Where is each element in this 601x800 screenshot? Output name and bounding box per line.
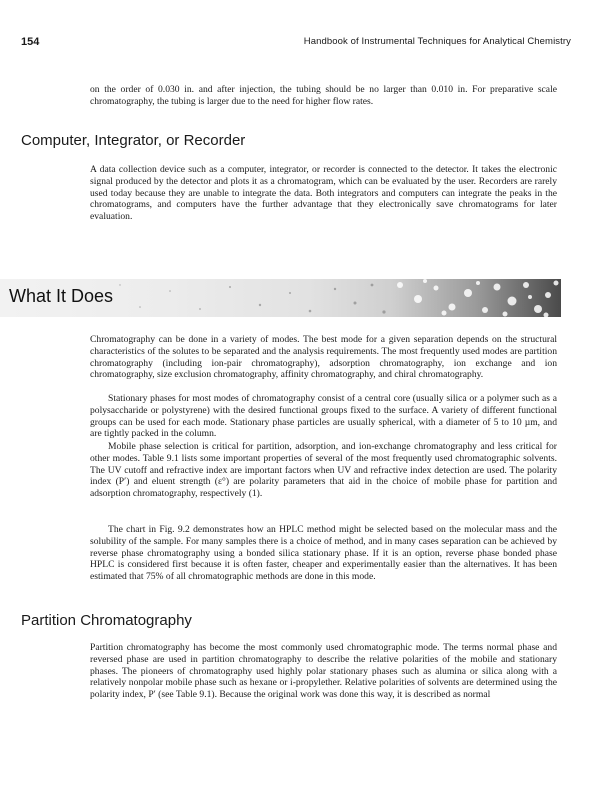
section-banner-what-it-does — [0, 279, 561, 317]
paragraph-what-2: Stationary phases for most modes of chromatography consist of a central core (usually silica or a polymer such as a polysaccharide or polystyrene) with the desired functional groups fixed to the surface. A variety of different functional groups can be used for each mode. Stationary phase particles are usually spherical, with a diameter of 5 to 10 µm, and are tightly packed in the column. — [90, 393, 557, 440]
section-heading-what-it-does: What It Does — [9, 286, 114, 306]
paragraph-what-4: The chart in Fig. 9.2 demonstrates how an HPLC method might be selected based on the molecular mass and the solubility of the sample. For many samples there is a choice of method, and in many cases separation can be achieved by reverse phase chromatography using a bonded silica stationary phase. If it is an option, reverse phase bonded phase HPLC is considered first because it is often faster, cheaper and experimentally easier than the alternatives. It has been estimated that 75% of all chromatographic methods are done in this mode. — [90, 524, 557, 583]
page-number: 154 — [21, 36, 40, 48]
section-heading-computer: Computer, Integrator, or Recorder — [21, 132, 246, 149]
page-header — [21, 36, 571, 50]
paragraph-computer-1: A data collection device such as a computer, integrator, or recorder is connected to the detector. It takes the electronic signal produced by the detector and plots it as a chromatogram, which can be evaluated by the user. Recorders are rarely used today because they are unable to integrate the data. Both integrators and computers can integrate the peaks in the chromatograms, and computers have the further advantage that they electronically save chromatograms for later evaluation. — [90, 164, 557, 223]
paragraph-partition-1: Partition chromatography has become the most commonly used chromatographic mode. The terms normal phase and reversed phase are used in partition chromatography to describe the relative polarities of the mobile and stationary phases. The pioneers of chromatography used highly polar stationary phases such as alumina or silica along with a relatively nonpolar mobile phase such as hexane or i-propylether. Relative polarities of solvents are determined using the polarity index, P′ (see Table 9.1). Because the original work was done this way, it is described as normal — [90, 642, 557, 701]
running-title: Handbook of Instrumental Techniques for Analytical Chemistry — [303, 36, 571, 47]
intro-paragraph: on the order of 0.030 in. and after injection, the tubing should be no larger than 0.010 in. For preparative scale chromatography, the tubing is larger due to the need for higher flow rates. — [90, 84, 557, 107]
paragraph-what-1: Chromatography can be done in a variety of modes. The best mode for a given separation depends on the structural characteristics of the solutes to be separated and the analysis requirements. The most frequently used modes are partition chromatography (including ion-pair chromatography), adsorption chromatography, ion exchange and ion chromatography, size exclusion chromatography, affinity chromatography, and chiral chromatography. — [90, 334, 557, 381]
paragraph-what-3: Mobile phase selection is critical for partition, adsorption, and ion-exchange chromatography and less critical for other modes. Table 9.1 lists some important properties of several of the most frequently used chromatographic solvents. The UV cutoff and refractive index are important factors when UV and refractive index detection are used. The polarity index (P′) and eluent strength (ε°) are polarity parameters that aid in the choice of mobile phase for partition and adsorption chromatography, respectively (1). — [90, 441, 557, 500]
section-heading-partition: Partition Chromatography — [21, 612, 192, 629]
